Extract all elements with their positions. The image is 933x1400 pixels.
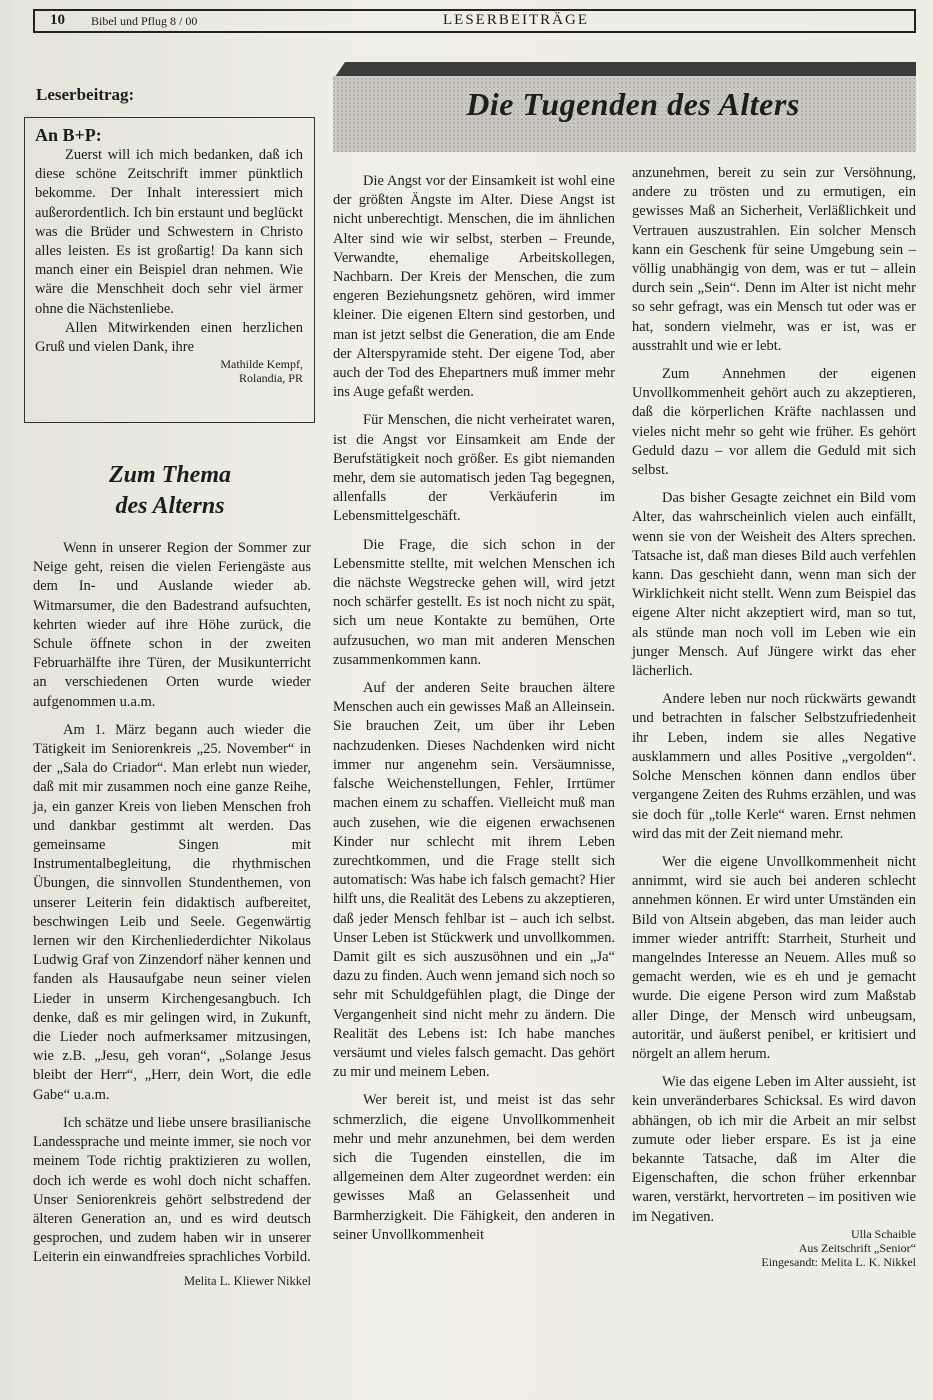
article-paragraph: Die Angst vor der Einsamkeit ist wohl eine der größten Ängste im Alter. Diese Angst ist nicht unberechtigt. Menschen, die im ähnlichen Alter sind wie wir selbst, sterben – Freunde, Verwandte, ehemalige Arbeitskollegen, Nachbarn. Der Kreis der Menschen, die zum engeren Beziehungsnetz gehören, wird immer kleiner. Die eigenen Eltern sind gestorben, und man ist jetzt selbst die Generation, die am Ende der Alterspyramide steht. Der eigene Tod, aber auch der Tod des Ehepartners muß immer mehr ins Auge gefaßt werden. bbox=[333, 173, 615, 401]
article-paragraph: Das bisher Gesagte zeichnet ein Bild vom Alter, das wahrscheinlich vielen auch einfällt, wenn sie von der Weisheit des Alters sprechen. Tatsache ist, daß man dieses Bild auch verfehlen kann. Das geschieht dann, wenn man sich der Wirklichkeit nicht stellt. Wenn zum Beispiel das eigene Alter nicht akzeptiert wird, man so tut, als stünde man noch voll im Leben wie ein junger Mensch. Auf Jüngere wirkt das eher lächerlich. bbox=[632, 490, 916, 680]
reader-letter-box bbox=[24, 117, 315, 423]
article-paragraph: Zum Annehmen der eigenen Unvollkommenheit gehört auch zu akzeptieren, daß die körperlichen Kräfte nachlassen und vieles nicht mehr so geht wie früher. Es gehört Geduld dazu – vor allem die Geduld mit sich selbst. bbox=[632, 366, 916, 479]
article-alterns-column bbox=[33, 539, 311, 1288]
article-paragraph: Für Menschen, die nicht verheiratet waren, ist die Angst vor Einsamkeit am Ende der Berufstätigkeit noch größer. Es gibt niemanden mehr, dem sie automatisch jeden Tag begegnen, allenfalls der Verkäuferin im Lebensmittelgeschäft. bbox=[333, 412, 615, 525]
publication-name: Bibel und Pflug 8 / 00 bbox=[91, 14, 198, 28]
main-article-title: Die Tugenden des Alters bbox=[466, 86, 800, 122]
title-banner bbox=[333, 62, 916, 152]
article-paragraph: Andere leben nur noch rückwärts gewandt und betrachten in falscher Selbstzufriedenheit ihr Leben, indem sie alles Negative ausklammern und alles Positive „vergolden“. Solche Menschen können dann endlos über vergangene Zeiten des Ruhms erzählen, und was sie doch für „tolle Kerle“ waren. Ernst nehmen wird das mit der Zeit niemand mehr. bbox=[632, 691, 916, 842]
article-paragraph: Auf der anderen Seite brauchen ältere Menschen auch ein gewisses Maß an Alleinsein. Sie brauchen Zeit, um über ihr Leben nachzudenken. Dieses Nachdenken wird nicht immer nur angenehm sein. Versäumnisse, falsche Weichenstellungen, Fehler, Irrtümer machen einem zu schaffen. Vielleicht muß man auch zusehen, wie die eigenen erwachsenen Kinder nur schlecht mit ihrem Leben zurechtkommen, und die Frage stellt sich automatisch: Was habe ich falsch gemacht? Hier hilft uns, die Realität des Lebens zu akzeptieren, daß jeder Mensch fehlbar ist – auch ich selbst. Unser Leben ist Stückwerk und unvollkommen. Damit gilt es sich auszusöhnen und ein „Ja“ dazu zu finden. Auch wenn jemand sich noch so sehr mit Schuldgefühlen plagt, die Dinge der Vergangenheit sind nicht mehr zu ändern. Die Realität des Lebens ist: Ich habe manches versäumt und vieles falsch gemacht. Das gehört zu mir und meinem Leben. bbox=[333, 680, 615, 1081]
letter-signature-name: Mathilde Kempf, bbox=[220, 357, 303, 372]
letter-body bbox=[35, 146, 303, 385]
main-article-column-2 bbox=[632, 164, 916, 1269]
main-article-column-1 bbox=[333, 172, 615, 1245]
letter-signature-place: Rolandia, PR bbox=[238, 371, 303, 386]
article-paragraph: Ich schätze und liebe unsere brasilianische Landessprache und meinte immer, sie noch vor meinem Tode richtig praktizieren zu wollen, doch ich werde es wohl doch nicht schaffen. Unser Seniorenkreis gehört selbstredend der älteren Generation an, und es wird deutsch gesprochen, und zudem haben wir in unserer Leiterin ein einwandfreies sprachliches Vorbild. bbox=[33, 1114, 311, 1266]
letter-paragraph: Zuerst will ich mich bedanken, daß ich diese schöne Zeitschrift immer pünktlich bekomme. Der Inhalt interessiert mich außerordentlich. Ich bin erstaunt und beglückt was die Brüder und Schwestern in Christo alles leisten. Es ist großartig! Da kann sich manch einer ein Beispiel dran nehmen. Wie wäre die Menschheit doch sehr viel ärmer ohne die Nächstenliebe. bbox=[35, 147, 303, 317]
article-title-alterns bbox=[70, 460, 270, 522]
article-paragraph: Wie das eigene Leben im Alter aussieht, ist kein unveränderbares Schicksal. Es wird davon abhängen, ob ich mir die Arbeit an mir selbst zumute oder lieber erspare. Es ist ja eine bekannte Tatsache, daß im Alter die Eigenschaften, die schon früher erkennbar waren, verstärkt, hervortreten – im positiven wie im Negativen. bbox=[632, 1074, 916, 1225]
article-paragraph: Am 1. März begann auch wieder die Tätigkeit im Seniorenkreis „25. November“ in der „Sala do Criador“. Man erlebt nun wieder, daß mit mir zusammen noch eine ganze Reihe, ja, ein ganzer Kreis von lieben Menschen froh und dankbar gestimmt alt werden. Das gemeinsame Singen mit Instrumentalbegleitung, die rhythmischen Übungen, die sinnvollen Stundenthemen, von unserer Leiterin fein didaktisch aufbereitet, beschwingen Leib und Seele. Gegenwärtig lernen wir den Kirchenliederdichter Nikolaus Ludwig Graf von Zinzendorf näher kennen und fanden als Hausaufgabe neun seiner vielen Lieder in unserm Kirchengesangbuch. Ich denke, daß es mir gelingen wird, in Zukunft, die Lieder noch aufmerksamer mitzusingen, wie z.B. „Jesu, geh voran“, „Solange Jesus bleibt der Herr“, „Herr, dein Wort, die edle Gabe“ u.a.m. bbox=[33, 721, 311, 1103]
article-author: Ulla Schaible bbox=[851, 1226, 916, 1241]
letter-title: An B+P: bbox=[35, 125, 102, 145]
article-title-line: Zum Thema bbox=[108, 462, 231, 488]
article-title-line: des Alterns bbox=[115, 493, 225, 519]
article-paragraph: Wenn in unserer Region der Sommer zur Neige geht, reisen die vielen Feriengäste aus dem In- und Auslande wieder ab. Witmarsumer, die den Badestrand aufsuchten, kehrten wieder auf ihre Höhe zurück, die Schule öffnete schon in der zweiten Februarhälfte ihre Türen, der Musikunterricht an verschiedenen Orten wurde wieder aufgenommen u.a.m. bbox=[33, 540, 311, 710]
article-paragraph: anzunehmen, bereit zu sein zur Versöhnung, andere zu trösten und zu ermutigen, ein gewisses Maß an Sicherheit, Verläßlichkeit und Vertrauen auszustrahlen. Ein solcher Mensch kann ein Geschenk für seine Umgebung sein – völlig unabhängig von dem, was er tut – allein durch sein „Sein“. Denn im Alter ist nicht mehr so sehr gefragt, was ein Mensch tut oder was er hat, sondern vielmehr, was er ist, was er ausstrahlt und wie er lebt. bbox=[632, 165, 916, 354]
section-title: LESERBEITRÄGE bbox=[443, 12, 589, 28]
article-submitted-by: Eingesandt: Melita L. K. Nikkel bbox=[761, 1254, 916, 1269]
article-source: Aus Zeitschrift „Senior“ bbox=[798, 1240, 916, 1255]
article-author: Melita L. Kliewer Nikkel bbox=[183, 1273, 311, 1288]
page-header bbox=[33, 9, 916, 33]
letter-paragraph: Allen Mitwirkenden einen herzlichen Gruß und vielen Dank, ihre bbox=[35, 319, 303, 356]
reader-contribution-label: Leserbeitrag: bbox=[36, 85, 135, 104]
article-paragraph: Wer die eigene Unvollkommenheit nicht annimmt, wird sie auch bei anderen schlecht annehmen können. Er wird unter Umständen ein Bild von Altsein abgeben, das man leider auch immer wieder antrifft: Starrheit, Sturheit und mangelndes Interesse an Neuem. Alles muß so gemacht werden, wie es eh und je gemacht wurde. Die eigene Person wird zum Maßstab aller Dinge, der Mensch wird unbeugsam, autoritär, und äußerst penibel, er kritisiert und nörgelt an allem herum. bbox=[632, 853, 916, 1062]
article-paragraph: Wer bereit ist, und meist ist das sehr schmerzlich, die eigene Unvollkommenheit mehr und mehr anzunehmen, bei dem werden sich die Tugenden einstellen, die im allgemeinen dem Alter zugeordnet werden: ein gewisses Maß an Gelassenheit und Barmherzigkeit. Die Fähigkeit, den anderen in seiner Unvollkommenheit bbox=[333, 1092, 615, 1243]
page-number: 10 bbox=[50, 12, 65, 28]
article-paragraph: Die Frage, die sich schon in der Lebensmitte stellte, mit welchen Menschen ich die nächste Wegstrecke gehen will, wird jetzt noch schärfer gestellt. Es ist noch nicht zu spät, sich um neue Kontakte zu bemühen, Orte aufzusuchen, wo man mit anderen Menschen zusammenkommen kann. bbox=[333, 536, 615, 668]
